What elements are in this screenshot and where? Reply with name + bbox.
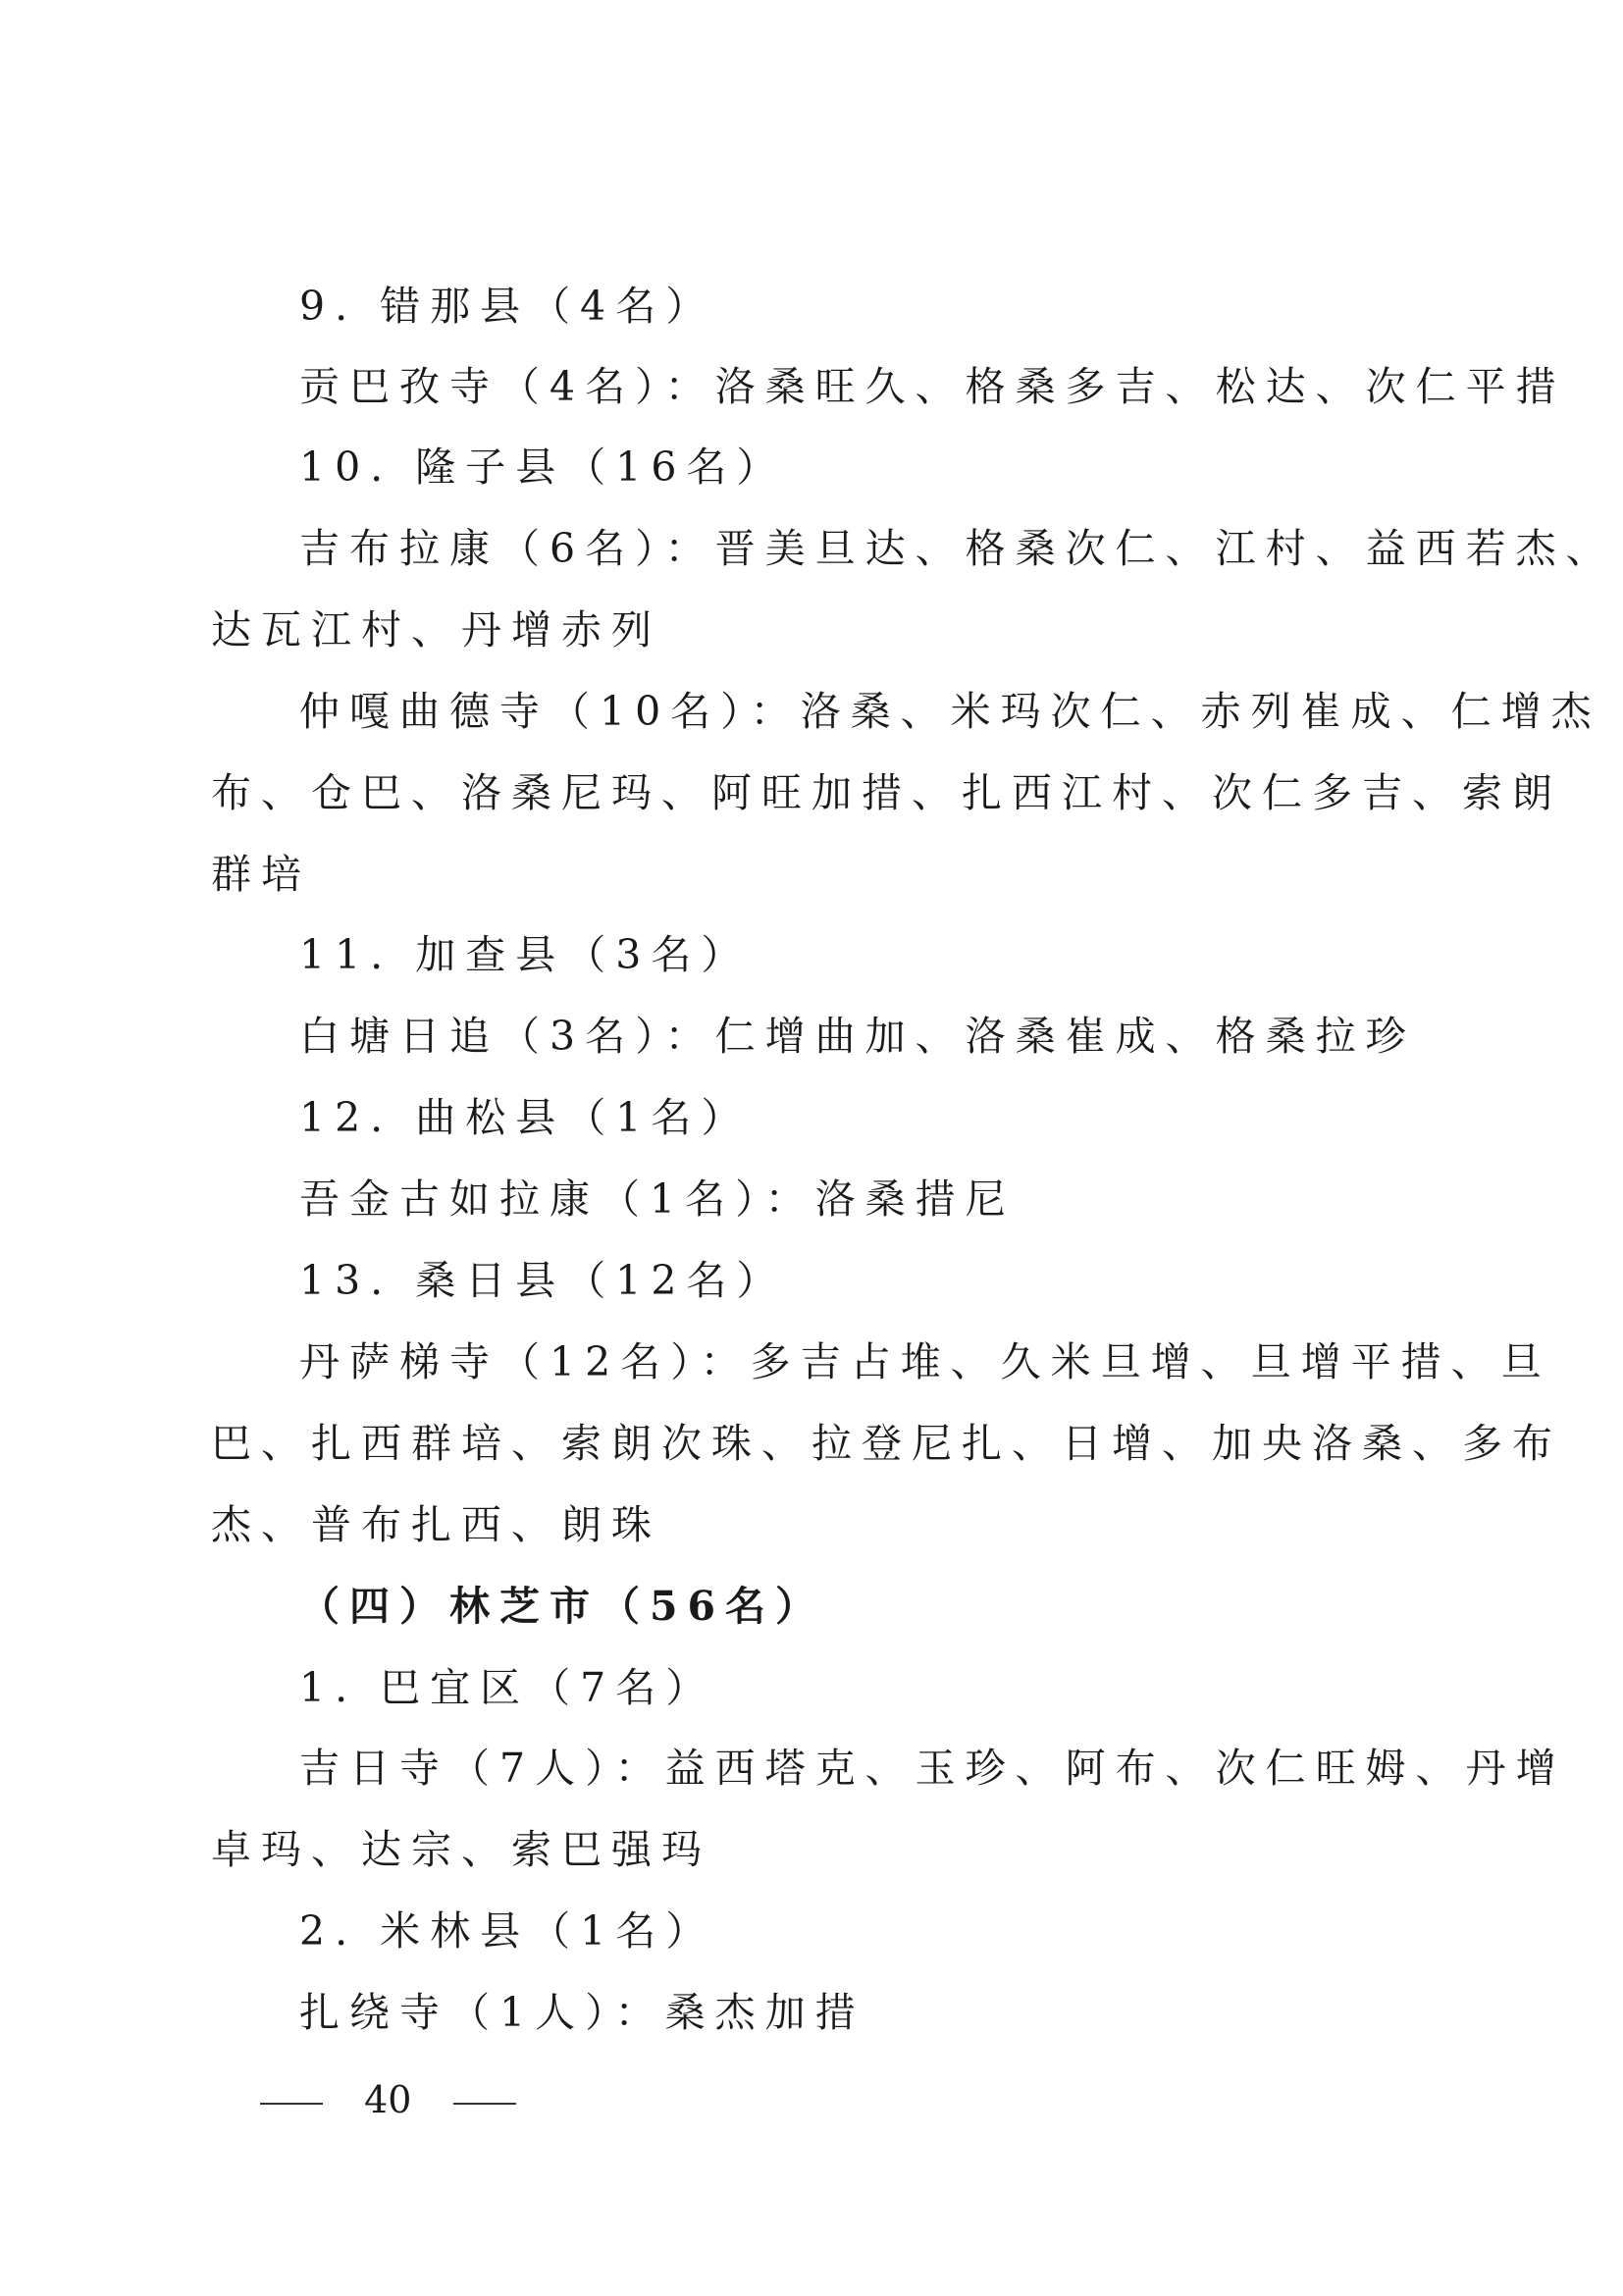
city-heading-linzhi: （四）林芝市（56名） bbox=[299, 1583, 826, 1630]
temple-entry-dansatisi-cont: 巴、扎西群培、索朗次珠、拉登尼扎、日增、加央洛桑、多布 bbox=[211, 1420, 1562, 1467]
temple-entry-jibulakang-cont: 达瓦江村、丹增赤列 bbox=[211, 606, 661, 653]
page-footer bbox=[260, 2078, 516, 2121]
district-heading-bayi: 1. 巴宜区（7名） bbox=[299, 1664, 716, 1711]
temple-entry-zhaoraosi: 扎绕寺（1人）：桑杰加措 bbox=[299, 1989, 865, 2036]
temple-entry-gongbazi: 贡巴孜寺（4名）：洛桑旺久、格桑多吉、松达、次仁平措 bbox=[299, 363, 1566, 410]
county-heading-cuona: 9. 错那县（4名） bbox=[299, 283, 716, 330]
footer-dash-left bbox=[260, 2103, 323, 2105]
county-heading-jiacha: 11. 加查县（3名） bbox=[299, 931, 752, 978]
temple-entry-dansatisi: 丹萨梯寺（12名）：多吉占堆、久米旦增、旦增平措、旦 bbox=[299, 1338, 1551, 1385]
footer-dash-right bbox=[453, 2103, 516, 2105]
temple-entry-zhonggaqudesi-cont: 布、仓巴、洛桑尼玛、阿旺加措、扎西江村、次仁多吉、索朗 bbox=[211, 769, 1562, 816]
page-number: 40 bbox=[364, 2078, 412, 2121]
county-heading-milin: 2. 米林县（1名） bbox=[299, 1907, 716, 1955]
temple-entry-zhonggaqudesi: 仲嘎曲德寺（10名）：洛桑、米玛次仁、赤列崔成、仁增杰 bbox=[299, 688, 1601, 735]
county-heading-qusong: 12. 曲松县（1名） bbox=[299, 1094, 752, 1141]
temple-entry-baitangrizhui: 白塘日追（3名）：仁增曲加、洛桑崔成、格桑拉珍 bbox=[299, 1013, 1416, 1060]
temple-entry-wujinguru: 吾金古如拉康（1名）：洛桑措尼 bbox=[299, 1175, 1016, 1223]
temple-entry-jibulakang: 吉布拉康（6名）：晋美旦达、格桑次仁、江村、益西若杰、 bbox=[299, 525, 1616, 572]
temple-entry-jirisi: 吉日寺（7人）：益西塔克、玉珍、阿布、次仁旺姆、丹增 bbox=[299, 1745, 1566, 1792]
temple-entry-dansatisi-cont2: 杰、普布扎西、朗珠 bbox=[211, 1501, 661, 1548]
temple-entry-jirisi-cont: 卓玛、达宗、索巴强玛 bbox=[211, 1826, 711, 1873]
county-heading-longzi: 10. 隆子县（16名） bbox=[299, 444, 787, 491]
temple-entry-zhonggaqudesi-cont2: 群培 bbox=[211, 851, 311, 898]
county-heading-sangri: 13. 桑日县（12名） bbox=[299, 1257, 787, 1304]
